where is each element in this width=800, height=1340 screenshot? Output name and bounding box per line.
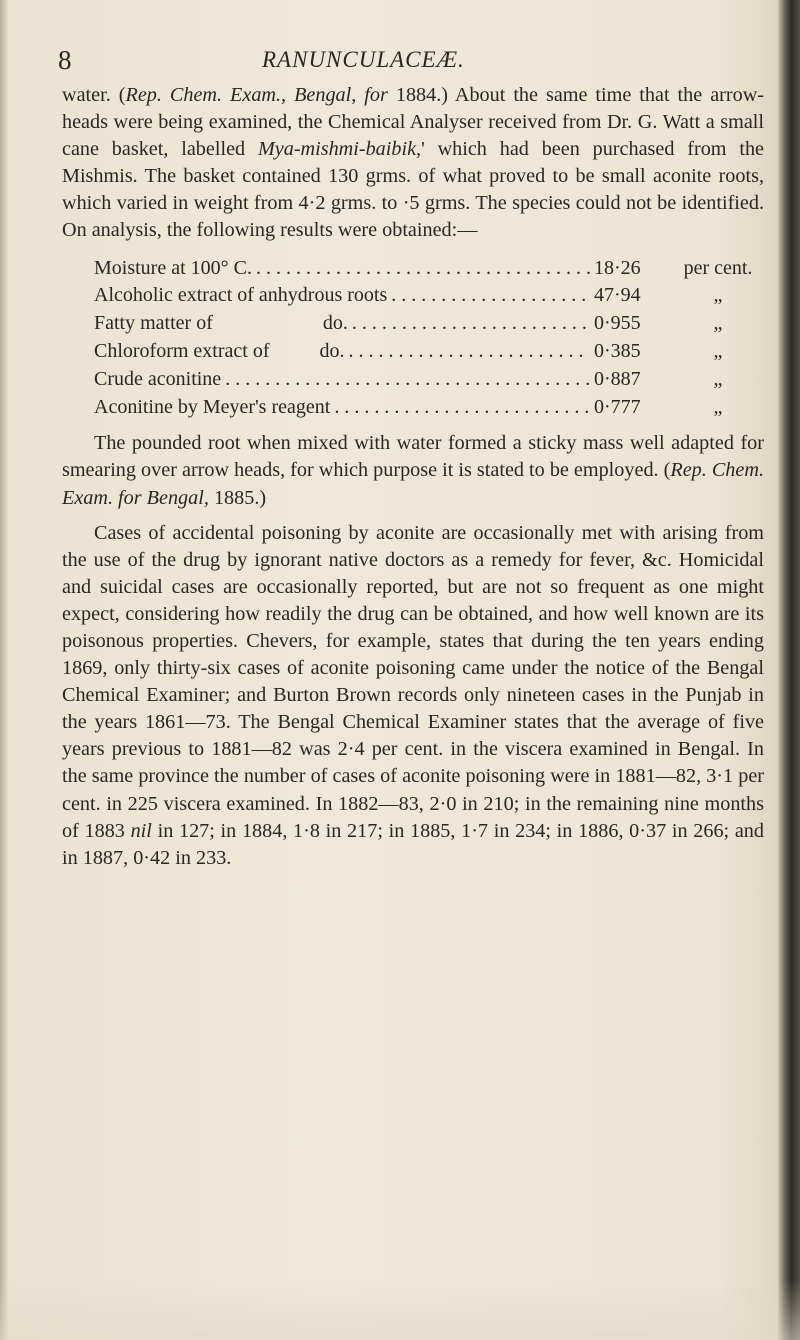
row-unit: „ [713, 339, 723, 362]
leader-dots [391, 282, 590, 310]
row-label-main: Fatty matter of [94, 312, 213, 335]
row-label: Crude aconitine [94, 367, 222, 390]
leader-dots [352, 310, 590, 338]
row-label-ditto: do. [319, 339, 345, 362]
row-unit: „ [713, 367, 723, 390]
row-value: 0·385 [594, 339, 641, 362]
paragraph-2 [62, 430, 764, 511]
row-label: Alcoholic extract of anhydrous roots [94, 284, 388, 307]
para1-text-3: ' which had been purchased from the Mishmis. The basket contained 130 grms. of what proved to be small aconite roots, which varied in weight from 4·2 grms. to ·5 grms. The species could not be identified. On analysis, the following results were obtained:— [62, 138, 764, 242]
para3-text-1: Cases of accidental poisoning by aconite are occasionally met with arising from the use of the drug by ignorant native doctors as a remedy for fever, &c. Homicidal and suicidal cases are occasionally reported, but are not so frequent as one might expect, considering how readily the drug can be obtained, and how well known are its poisonous properties. Chevers, for example, states that during the ten years ending 1869, only thirty-six cases of aconite poisoning came under the notice of the Bengal Chemical Examiner; and Burton Brown records only nineteen cases in the Punjab in the years 1861—73. The Bengal Chemical Examiner states that the average of five years previous to 1881—82 was 2·4 per cent. in the viscera examined in Bengal. In the same province the number of cases of aconite poisoning were in 1881—82, 3·1 per cent. in 225 viscera examined. In 1882—83, 2·0 in 210; in the remaining nine months of 1883 [62, 521, 764, 842]
row-unit: „ [713, 312, 723, 335]
para1-text-1: water. ( [62, 84, 126, 106]
row-value: 0·777 [594, 395, 641, 418]
leader-dots [334, 394, 590, 422]
para3-text-2: in 127; in 1884, 1·8 in 217; in 1885, 1·7 in 234; in 1886, 0·37 in 266; and in 1887, 0·42 in 233. [62, 819, 764, 869]
para1-text-2: 1884.) About the same time that the arrow-heads were being examined, the Chemical Analyser received from Dr. G. Watt a small cane basket, labelled [62, 84, 764, 161]
leader-dots [256, 255, 590, 283]
page-number: 8 [58, 45, 72, 75]
paragraph-1 [62, 82, 764, 245]
table-row [94, 282, 764, 310]
table-row [94, 310, 764, 338]
table-row [94, 366, 764, 394]
table-row [94, 338, 764, 366]
row-label: Moisture at 100° C. [94, 256, 252, 279]
page-body [62, 82, 764, 872]
table-row [94, 394, 764, 422]
para2-text-2: 1885.) [208, 486, 267, 509]
book-spine-edge [778, 0, 800, 1340]
row-label-main: Chloroform extract of [94, 339, 270, 362]
row-label [94, 310, 348, 338]
row-value: 18·26 [594, 256, 641, 279]
row-unit: „ [713, 284, 723, 307]
para1-native-name: Mya-mishmi-baibik, [257, 138, 422, 161]
leader-dots [349, 338, 591, 366]
para1-citation: Rep. Chem. Exam., Bengal, for [125, 84, 388, 106]
para2-citation: Rep. Chem. Exam. for Bengal, [62, 459, 764, 509]
row-unit: per cent. [683, 256, 753, 279]
table-row [94, 255, 764, 283]
row-value: 0·955 [594, 312, 641, 335]
row-label-ditto: do. [322, 312, 348, 335]
leader-dots [225, 366, 590, 394]
analysis-table [94, 255, 764, 422]
para2-text-1: The pounded root when mixed with water formed a sticky mass well adapted for smearing over arrow heads, for which purpose it is stated to be employed. ( [62, 432, 764, 482]
row-unit: „ [713, 395, 723, 418]
paragraph-3 [62, 520, 764, 872]
para3-nil: nil [130, 819, 152, 842]
row-label: Aconitine by Meyer's reagent [94, 395, 331, 418]
row-value: 0·887 [594, 367, 641, 390]
row-value: 47·94 [594, 284, 641, 307]
running-head: RANUNCULACEÆ. [262, 47, 465, 72]
page-bottom-shading [0, 1280, 800, 1340]
page-left-edge [0, 0, 8, 1340]
row-label [94, 338, 345, 366]
